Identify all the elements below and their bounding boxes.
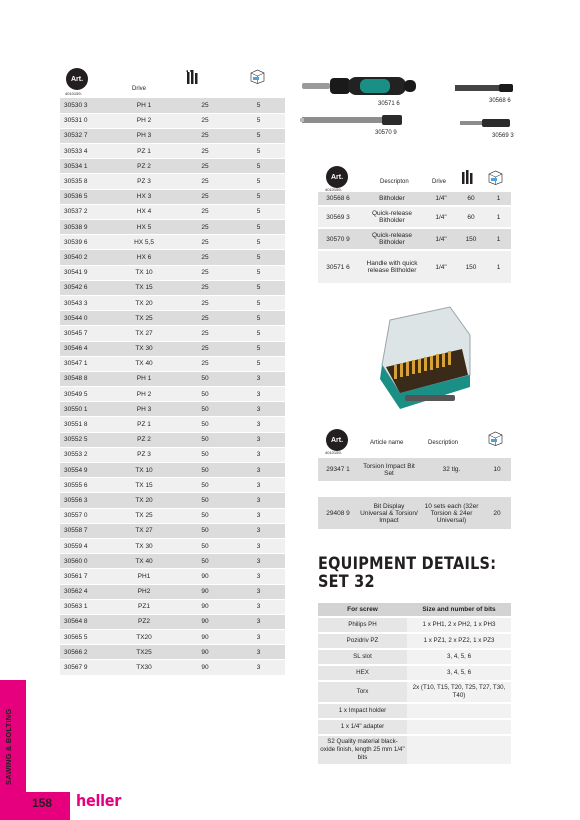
caption-30571: 30571 6: [378, 101, 400, 107]
table-row: [60, 584, 285, 599]
table-cell: 1/4": [426, 250, 456, 284]
table-cell: 3: [232, 599, 285, 614]
table-cell: 30535 8: [60, 174, 110, 189]
table-cell: 3: [232, 417, 285, 432]
article-prefix: 4010159-: [325, 187, 342, 192]
table-cell: 1 x Impact holder: [318, 703, 407, 719]
table-cell: SL slot: [318, 649, 407, 665]
table-cell: 60: [456, 192, 486, 206]
table-cell: 5: [232, 204, 285, 219]
table-cell: 60: [456, 206, 486, 228]
table-cell: 1 x PH1, 2 x PH2, 1 x PH3: [407, 617, 511, 633]
table-cell: 25: [178, 128, 232, 143]
table-row: [60, 204, 285, 219]
table-cell: 50: [178, 478, 232, 493]
quick-release-bitholder-image: [460, 117, 515, 129]
table-cell: 25: [178, 280, 232, 295]
table-cell: 90: [178, 584, 232, 599]
table-cell: 25: [178, 295, 232, 310]
table-cell: 30557 0: [60, 508, 110, 523]
long-bitholder-image: [300, 113, 410, 127]
table-row: [60, 311, 285, 326]
table-cell: TX 15: [110, 280, 178, 295]
table-cell: 25: [178, 159, 232, 174]
table-row: [318, 681, 511, 703]
table-cell: [407, 735, 511, 765]
table-cell: 3: [232, 463, 285, 478]
table-row: [60, 432, 285, 447]
table-cell: 5: [232, 235, 285, 250]
table-cell: 50: [178, 387, 232, 402]
article-number-icon: Art.: [326, 166, 348, 188]
table-row: [60, 326, 285, 341]
table-cell: TX 15: [110, 478, 178, 493]
table-cell: 30536 5: [60, 189, 110, 204]
table-cell: 30555 6: [60, 478, 110, 493]
table-cell: [407, 719, 511, 735]
article-number-icon: Art.: [326, 429, 348, 451]
table-cell: PH2: [110, 584, 178, 599]
table-cell: 1/4": [426, 206, 456, 228]
equipment-title-line2: SET 32: [318, 572, 375, 592]
table-cell: 1: [486, 250, 511, 284]
table-row: [60, 250, 285, 265]
table-cell: 30558 7: [60, 523, 110, 538]
table-row: [60, 371, 285, 386]
table-row: [318, 703, 511, 719]
table-cell: 30538 9: [60, 220, 110, 235]
table-cell: TX 40: [110, 554, 178, 569]
table-cell: PH 2: [110, 113, 178, 128]
table-cell: 29408 9: [318, 496, 358, 530]
table-cell: 3: [232, 523, 285, 538]
table-cell: 1/4": [426, 192, 456, 206]
table-cell: 30532 7: [60, 128, 110, 143]
table-cell: 2x (T10, T15, T20, T25, T27, T30, T40): [407, 681, 511, 703]
col-description: Description: [428, 440, 459, 446]
equipment-table: [318, 603, 511, 766]
table-row: [318, 458, 511, 482]
table-cell: PH1: [110, 569, 178, 584]
table-cell: 5: [232, 341, 285, 356]
table-cell: [407, 703, 511, 719]
table-cell: 50: [178, 463, 232, 478]
table-cell: TX25: [110, 645, 178, 660]
table-row: [60, 447, 285, 462]
table-cell: 30550 1: [60, 402, 110, 417]
table-cell: 5: [232, 159, 285, 174]
table-cell: TX 27: [110, 523, 178, 538]
brand-logo: heller: [76, 791, 122, 810]
table-row: [60, 189, 285, 204]
table-cell: 30563 1: [60, 599, 110, 614]
col-drive: Drive: [432, 179, 447, 185]
table-cell: 25: [178, 235, 232, 250]
table-cell: PH 1: [110, 371, 178, 386]
table-row: [60, 174, 285, 189]
table-cell: 3: [232, 660, 285, 675]
table-cell: 1: [486, 192, 511, 206]
table-cell: S2 Quality material black-oxide finish, length 25 mm 1/4" bits: [318, 735, 407, 765]
table-gap: [318, 482, 511, 496]
table-cell: PH 3: [110, 402, 178, 417]
table-cell: 25: [178, 220, 232, 235]
table-cell: 3, 4, 5, 6: [407, 649, 511, 665]
table-cell: 90: [178, 660, 232, 675]
table-cell: 30548 8: [60, 371, 110, 386]
holder-table: [318, 192, 511, 285]
table-cell: 5: [232, 128, 285, 143]
table-cell: PZ 1: [110, 417, 178, 432]
table-cell: 30533 4: [60, 144, 110, 159]
table-row: [60, 614, 285, 629]
table-row: [60, 493, 285, 508]
table-cell: Handle with quick release Bitholder: [358, 250, 426, 284]
table-cell: 50: [178, 538, 232, 553]
set-table: [318, 458, 511, 531]
table-row: [60, 402, 285, 417]
table-cell: HX 4: [110, 204, 178, 219]
table-cell: HX 5: [110, 220, 178, 235]
table-cell: 3: [232, 614, 285, 629]
table-cell: 5: [232, 113, 285, 128]
table-cell: 30542 6: [60, 280, 110, 295]
table-row: [60, 387, 285, 402]
table-cell: 30539 6: [60, 235, 110, 250]
table-cell: 30547 1: [60, 356, 110, 371]
table-cell: 30546 4: [60, 341, 110, 356]
table-cell: 3: [232, 630, 285, 645]
table-cell: HX 6: [110, 250, 178, 265]
table-cell: 5: [232, 265, 285, 280]
table-cell: 5: [232, 174, 285, 189]
table-cell: TX20: [110, 630, 178, 645]
table-cell: 25: [178, 189, 232, 204]
table-cell: 30562 4: [60, 584, 110, 599]
col-drive: Drive: [132, 86, 147, 92]
table-cell: 20: [483, 496, 511, 530]
table-cell: 29347 1: [318, 458, 358, 482]
table-cell: 25: [178, 144, 232, 159]
table-cell: 90: [178, 599, 232, 614]
table-cell: 150: [456, 228, 486, 250]
table-cell: 3: [232, 402, 285, 417]
table-cell: 150: [456, 250, 486, 284]
table-row: [60, 478, 285, 493]
table-row: [318, 228, 511, 250]
table-cell: Philips PH: [318, 617, 407, 633]
table-cell: 5: [232, 189, 285, 204]
table-row: [318, 633, 511, 649]
left-table-header: [60, 66, 285, 98]
table-cell: TX 40: [110, 356, 178, 371]
set-table-header: [318, 427, 511, 457]
table-cell: PZ 1: [110, 144, 178, 159]
table-cell: 30545 7: [60, 326, 110, 341]
table-cell: 5: [232, 295, 285, 310]
table-cell: PZ1: [110, 599, 178, 614]
table-cell: PH 3: [110, 128, 178, 143]
table-cell: 25: [178, 341, 232, 356]
caption-30568: 30568 6: [489, 98, 511, 104]
table-cell: Bit Display Universal & Torsion/ Impact: [358, 496, 420, 530]
table-cell: 25: [178, 204, 232, 219]
table-cell: 50: [178, 417, 232, 432]
table-row: [60, 159, 285, 174]
table-cell: 30531 0: [60, 113, 110, 128]
table-cell: TX 30: [110, 538, 178, 553]
table-cell: 25: [178, 174, 232, 189]
table-row: [318, 719, 511, 735]
handle-bitholder-image: [300, 72, 420, 102]
table-cell: 30540 2: [60, 250, 110, 265]
table-row: [60, 599, 285, 614]
table-row: [60, 508, 285, 523]
table-cell: HX 3: [110, 189, 178, 204]
table-cell: 50: [178, 523, 232, 538]
table-cell: 90: [178, 569, 232, 584]
table-cell: 3: [232, 554, 285, 569]
table-row: [60, 356, 285, 371]
col-for-screw: For screw: [318, 603, 407, 617]
table-cell: 30537 2: [60, 204, 110, 219]
table-cell: 30544 0: [60, 311, 110, 326]
table-cell: TX 25: [110, 311, 178, 326]
table-row: [60, 554, 285, 569]
table-cell: 5: [232, 356, 285, 371]
col-description: Descripton: [380, 179, 409, 185]
table-cell: Pozidriv PZ: [318, 633, 407, 649]
table-cell: 50: [178, 493, 232, 508]
col-article-name: Article name: [370, 440, 404, 446]
table-row: [60, 538, 285, 553]
table-cell: 5: [232, 220, 285, 235]
table-cell: 10 sets each (32er Torsion & 24er Universal): [420, 496, 483, 530]
table-cell: 3: [232, 432, 285, 447]
table-cell: 50: [178, 432, 232, 447]
table-cell: PZ 2: [110, 432, 178, 447]
table-cell: 30561 7: [60, 569, 110, 584]
equipment-title: [318, 555, 496, 591]
table-cell: PZ 3: [110, 447, 178, 462]
table-row: [318, 496, 511, 530]
table-cell: TX 10: [110, 463, 178, 478]
table-cell: Torx: [318, 681, 407, 703]
table-cell: 1: [486, 228, 511, 250]
table-cell: 30570 9: [318, 228, 358, 250]
table-cell: 5: [232, 98, 285, 113]
screwdriver-bits-icon: [186, 70, 198, 86]
table-cell: 3: [232, 569, 285, 584]
table-cell: 5: [232, 250, 285, 265]
table-cell: PH 2: [110, 387, 178, 402]
table-cell: 3: [232, 371, 285, 386]
table-cell: TX 27: [110, 326, 178, 341]
table-row: [318, 665, 511, 681]
table-cell: 3: [232, 447, 285, 462]
table-cell: 30554 9: [60, 463, 110, 478]
table-cell: 3: [232, 478, 285, 493]
table-cell: 25: [178, 265, 232, 280]
section-label: SAWING & BOLTING: [4, 708, 13, 785]
package-box-icon: [488, 170, 503, 185]
table-cell: 1 x PZ1, 2 x PZ2, 1 x PZ3: [407, 633, 511, 649]
table-cell: 30543 3: [60, 295, 110, 310]
table-cell: 3: [232, 538, 285, 553]
table-cell: 25: [178, 326, 232, 341]
table-cell: 50: [178, 554, 232, 569]
table-cell: Quick-release Bitholder: [358, 228, 426, 250]
table-row: [60, 295, 285, 310]
table-row: [318, 192, 511, 206]
caption-30569: 30569 3: [492, 133, 514, 139]
holder-table-header: [318, 164, 511, 192]
table-cell: 1/4": [426, 228, 456, 250]
table-row: [60, 265, 285, 280]
table-row: [318, 735, 511, 765]
table-cell: 1 x 1/4" adapter: [318, 719, 407, 735]
table-cell: 50: [178, 447, 232, 462]
table-cell: HEX: [318, 665, 407, 681]
table-cell: 30565 5: [60, 630, 110, 645]
package-box-icon: [488, 431, 503, 446]
table-cell: 30566 2: [60, 645, 110, 660]
table-cell: 30569 3: [318, 206, 358, 228]
table-cell: 30571 6: [318, 250, 358, 284]
table-cell: 25: [178, 356, 232, 371]
caption-30570: 30570 9: [375, 130, 397, 136]
table-row: [60, 660, 285, 675]
table-row: [60, 463, 285, 478]
table-cell: Quick-release Bitholder: [358, 206, 426, 228]
short-bitholder-image: [455, 82, 515, 94]
table-cell: 30559 4: [60, 538, 110, 553]
table-cell: 50: [178, 402, 232, 417]
table-cell: PZ 2: [110, 159, 178, 174]
table-cell: 1: [486, 206, 511, 228]
table-row: [318, 250, 511, 284]
table-cell: TX 10: [110, 265, 178, 280]
table-row: [318, 649, 511, 665]
table-cell: TX 20: [110, 493, 178, 508]
table-cell: TX30: [110, 660, 178, 675]
table-cell: Bitholder: [358, 192, 426, 206]
table-cell: 30553 2: [60, 447, 110, 462]
table-cell: 30568 6: [318, 192, 358, 206]
table-cell: 25: [178, 113, 232, 128]
table-cell: 5: [232, 144, 285, 159]
table-cell: PH 1: [110, 98, 178, 113]
table-cell: 90: [178, 614, 232, 629]
table-cell: 30556 3: [60, 493, 110, 508]
table-row: [318, 206, 511, 228]
table-cell: 3: [232, 645, 285, 660]
table-cell: 30560 0: [60, 554, 110, 569]
table-row: [60, 523, 285, 538]
table-row: [60, 235, 285, 250]
table-cell: 30552 5: [60, 432, 110, 447]
table-cell: 10: [483, 458, 511, 482]
package-box-icon: [250, 69, 265, 84]
table-cell: 90: [178, 630, 232, 645]
table-cell: PZ 3: [110, 174, 178, 189]
table-cell: 32 tlg.: [420, 458, 483, 482]
bits-table: [60, 98, 285, 676]
table-cell: TX 30: [110, 341, 178, 356]
table-cell: PZ2: [110, 614, 178, 629]
table-cell: 30530 3: [60, 98, 110, 113]
table-gap-cell: [318, 482, 511, 496]
bit-set-case-image: [370, 305, 482, 423]
article-prefix: 4010159-: [65, 91, 82, 96]
table-cell: 30551 8: [60, 417, 110, 432]
table-row: [60, 98, 285, 113]
table-cell: 3, 4, 5, 6: [407, 665, 511, 681]
table-cell: 25: [178, 311, 232, 326]
table-cell: 3: [232, 387, 285, 402]
screwdriver-bits-icon: [461, 170, 473, 186]
article-number-icon: Art.: [66, 68, 88, 90]
table-row: [60, 128, 285, 143]
table-row: [60, 220, 285, 235]
table-cell: 25: [178, 98, 232, 113]
table-row: [60, 569, 285, 584]
table-row: [60, 280, 285, 295]
table-row: [60, 417, 285, 432]
table-cell: TX 20: [110, 295, 178, 310]
table-row: [60, 645, 285, 660]
table-cell: 5: [232, 280, 285, 295]
equipment-title-line1: EQUIPMENT DETAILS:: [318, 554, 497, 574]
table-cell: 3: [232, 584, 285, 599]
table-cell: 5: [232, 326, 285, 341]
table-cell: Torsion Impact Bit Set: [358, 458, 420, 482]
table-cell: 5: [232, 311, 285, 326]
table-row: [60, 113, 285, 128]
table-cell: 30541 9: [60, 265, 110, 280]
table-cell: 30564 8: [60, 614, 110, 629]
table-cell: 25: [178, 250, 232, 265]
table-cell: 3: [232, 493, 285, 508]
table-cell: HX 5,5: [110, 235, 178, 250]
page-number: 158: [32, 796, 53, 810]
table-cell: 3: [232, 508, 285, 523]
table-cell: 90: [178, 645, 232, 660]
table-row: [318, 617, 511, 633]
table-cell: 30549 5: [60, 387, 110, 402]
table-row: [60, 144, 285, 159]
table-cell: 50: [178, 371, 232, 386]
table-cell: 30567 9: [60, 660, 110, 675]
table-cell: TX 25: [110, 508, 178, 523]
col-size-number: Size and number of bits: [407, 603, 511, 617]
table-row: [60, 341, 285, 356]
table-cell: 50: [178, 508, 232, 523]
table-cell: 30534 1: [60, 159, 110, 174]
article-prefix: 4010159-: [325, 450, 342, 455]
table-row: [60, 630, 285, 645]
